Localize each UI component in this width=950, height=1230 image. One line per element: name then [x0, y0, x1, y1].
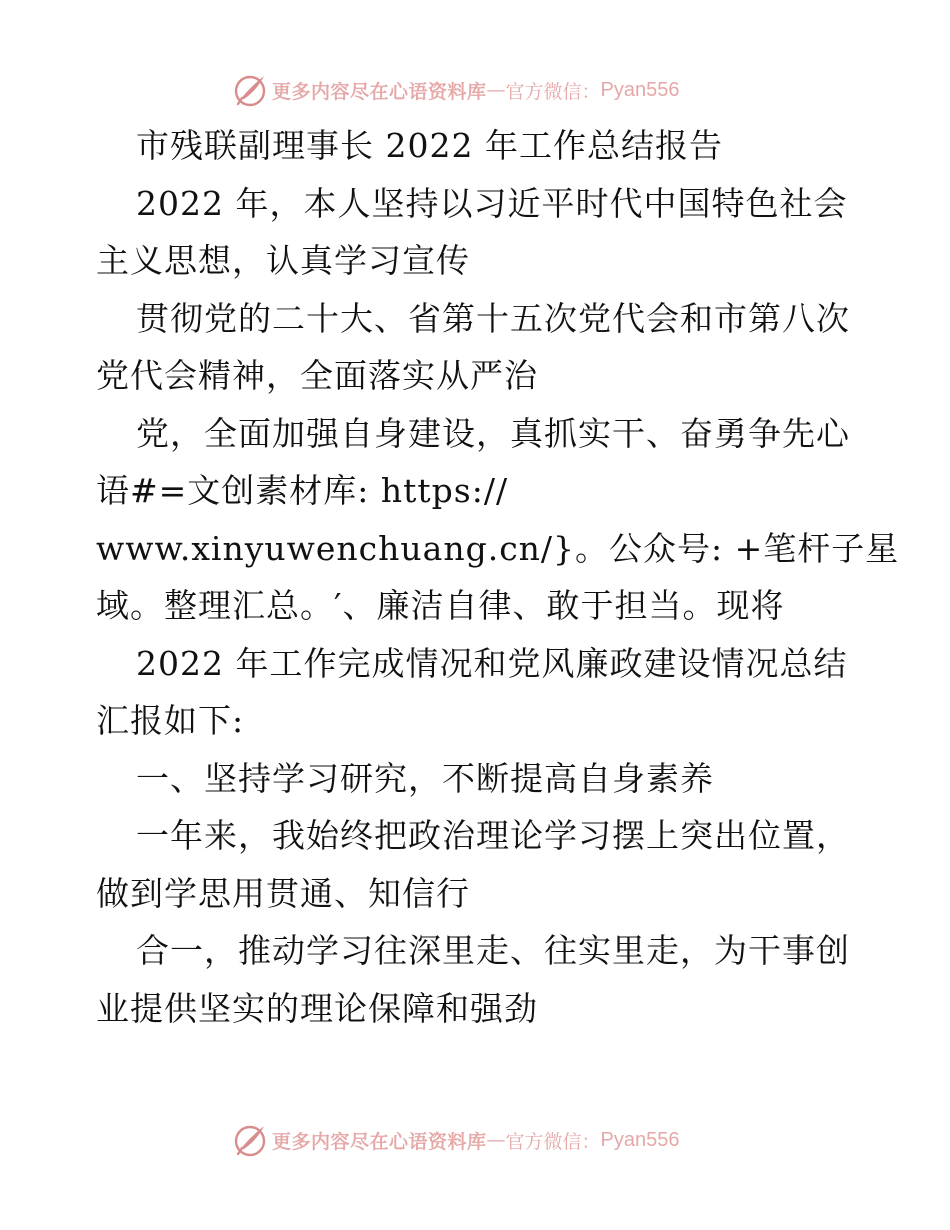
document-body [96, 124, 900, 1044]
paragraph-line: 党，全面加强自身建设，真抓实干、奋勇争先心 [136, 413, 850, 453]
quill-logo-icon [232, 1122, 268, 1158]
header-banner-wechat-id: Pyan556 [600, 78, 680, 101]
footer-watermark-banner [232, 1120, 712, 1160]
footer-banner-separator: — [486, 1129, 506, 1151]
paragraph-line: 语#=文创素材库: https:// [96, 471, 509, 510]
paragraph-line: 一年来，我始终把政治理论学习摆上突出位置， [136, 816, 850, 855]
paragraph-line: 合一，推动学习往深里走、往实里走，为干事创 [136, 931, 850, 970]
footer-banner-wechat-label: 官方微信： [505, 1130, 601, 1153]
paragraph-line: 汇报如下: [96, 701, 245, 740]
header-banner-title: 更多内容尽在心语资料库 [272, 80, 487, 103]
paragraph-line: 市残联副理事长 2022 年工作总结报告 [136, 126, 723, 165]
paragraph-line: 做到学思用贯通、知信行 [96, 873, 470, 913]
header-banner-wechat-label: 官方微信： [505, 80, 601, 103]
paragraph-line: 2022 年，本人坚持以习近平时代中国特色社会 [136, 183, 848, 223]
paragraph-line: 党代会精神，全面落实从严治 [96, 356, 538, 395]
paragraph-line: 2022 年工作完成情况和党风廉政建设情况总结 [136, 643, 848, 683]
paragraph-line: 业提供坚实的理论保障和强劲 [96, 988, 538, 1028]
paragraph-line: 贯彻党的二十大、省第十五次党代会和市第八次 [136, 298, 850, 338]
paragraph-line: 一、坚持学习研究，不断提高自身素养 [136, 758, 714, 798]
header-watermark-banner [232, 70, 712, 110]
quill-logo-icon [232, 72, 268, 108]
footer-banner-title: 更多内容尽在心语资料库 [272, 1130, 487, 1153]
paragraph-line: 域。整理汇总。′、廉洁自律、敢于担当。现将 [96, 586, 785, 625]
footer-banner-wechat-id: Pyan556 [600, 1128, 680, 1151]
paragraph-line: 主义思想，认真学习宣传 [96, 241, 470, 280]
header-banner-separator: — [486, 79, 506, 101]
paragraph-line: www.xinyuwenchuang.cn/}。公众号: +笔杆子星 [96, 528, 900, 568]
